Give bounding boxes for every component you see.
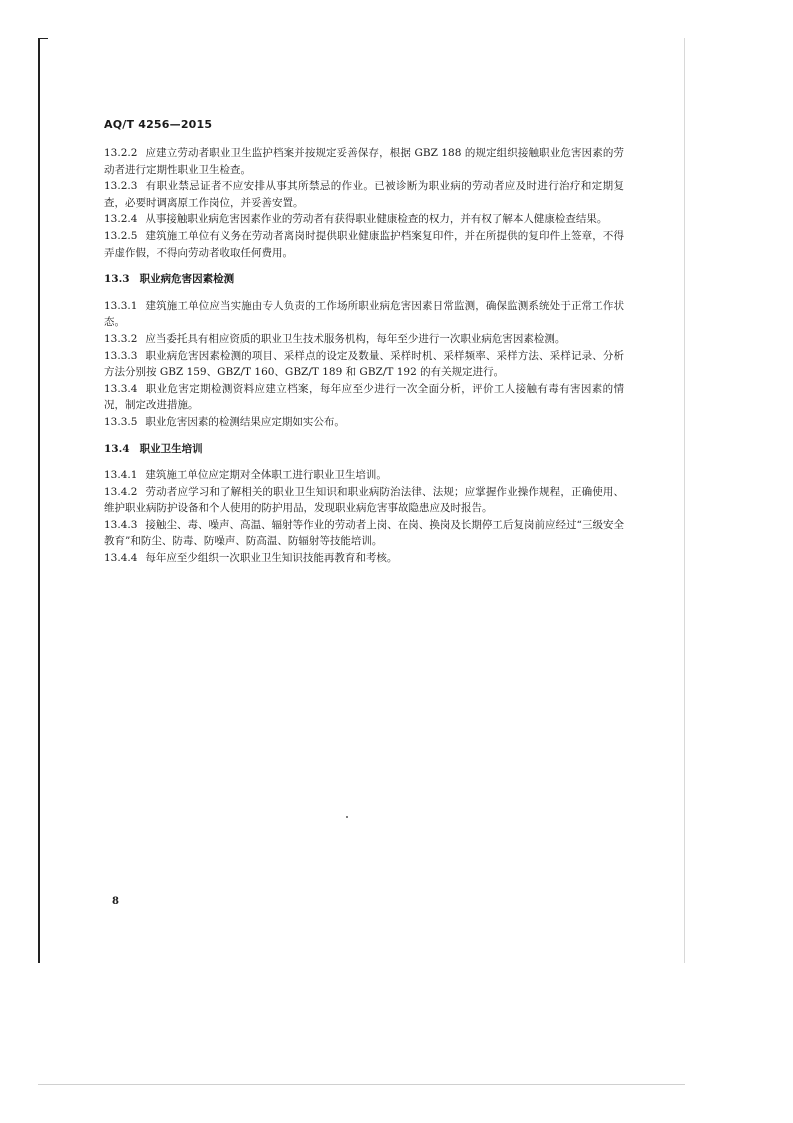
- clause-number: 13.4.1: [104, 469, 138, 482]
- clause-paragraph: [104, 348, 624, 381]
- clause-text: 从事接触职业病危害因素作业的劳动者有获得职业健康检查的权力，并有权了解本人健康检查结果。: [145, 213, 608, 226]
- section-heading: [104, 271, 624, 288]
- clause-number: 13.4.3: [104, 518, 138, 531]
- clause-text: 劳动者应学习和了解相关的职业卫生知识和职业病防治法律、法规；应掌握作业操作规程，正确使用、维护职业病防护设备和个人使用的防护用品，发现职业病危害事故隐患应及时报告。: [104, 485, 624, 515]
- scan-border-bottom: [38, 1084, 685, 1085]
- clause-paragraph: [104, 298, 624, 331]
- section-number: 13.4: [104, 442, 130, 455]
- clause-paragraph: [104, 228, 624, 261]
- clause-number: 13.3.4: [104, 382, 138, 395]
- clause-paragraph: [104, 145, 624, 178]
- clause-paragraph: [104, 484, 624, 517]
- scan-border-right: [684, 38, 685, 963]
- clause-paragraph: [104, 467, 624, 484]
- section-title: 职业卫生培训: [139, 442, 203, 455]
- clause-number: 13.3.3: [104, 349, 138, 362]
- clause-paragraph: [104, 517, 624, 550]
- scan-border-left: [38, 38, 40, 963]
- clause-number: 13.2.2: [104, 147, 138, 159]
- standard-code-header: AQ/T 4256—2015: [104, 118, 213, 131]
- section-number: 13.3: [104, 273, 130, 286]
- clause-paragraph: [104, 414, 624, 431]
- scan-speck: [346, 816, 348, 818]
- clause-number: 13.3.5: [104, 415, 138, 428]
- clause-paragraph: [104, 331, 624, 348]
- clause-number: 13.3.2: [104, 332, 138, 345]
- clause-number: 13.2.4: [104, 213, 138, 226]
- clause-text: 职业病危害因素检测的项目、采样点的设定及数量、采样时机、采样频率、采样方法、采样记录、分析方法分别按 GBZ 159、GBZ/T 160、GBZ/T 189 和 GBZ/T 192 的有关规定进行。: [104, 349, 624, 379]
- section-heading: [104, 441, 624, 458]
- clause-text: 建筑施工单位有义务在劳动者离岗时提供职业健康监护档案复印件，并在所提供的复印件上签章，不得弄虚作假，不得向劳动者收取任何费用。: [104, 229, 624, 259]
- clause-paragraph: [104, 550, 624, 567]
- page-number: 8: [112, 896, 119, 907]
- clause-paragraph: [104, 178, 624, 211]
- clause-text: 建筑施工单位应定期对全体职工进行职业卫生培训。: [145, 469, 387, 482]
- clause-text: 职业危害定期检测资料应建立档案，每年应至少进行一次全面分析，评价工人接触有毒有害因素的情况，制定改进措施。: [104, 382, 624, 412]
- clause-text: 有职业禁忌证者不应安排从事其所禁忌的作业。已被诊断为职业病的劳动者应及时进行治疗和定期复查，必要时调离原工作岗位，并妥善安置。: [104, 180, 624, 209]
- clause-text: 建筑施工单位应当实施由专人负责的工作场所职业病危害因素日常监测，确保监测系统处于正常工作状态。: [104, 299, 624, 329]
- scan-corner-mark: [38, 38, 48, 39]
- clause-number: 13.4.2: [104, 485, 138, 498]
- clause-paragraph: [104, 381, 624, 414]
- clause-number: 13.2.3: [104, 180, 138, 193]
- clause-number: 13.4.4: [104, 552, 138, 565]
- clause-number: 13.2.5: [104, 229, 138, 242]
- clause-text: 职业危害因素的检测结果应定期如实公布。: [145, 415, 345, 428]
- clause-number: 13.3.1: [104, 299, 138, 312]
- section-title: 职业病危害因素检测: [139, 273, 235, 286]
- clause-text: 应建立劳动者职业卫生监护档案并按规定妥善保存，根据 GBZ 188 的规定组织接触职业危害因素的劳动者进行定期性职业卫生检查。: [104, 147, 624, 176]
- clause-text: 每年应至少组织一次职业卫生知识技能再教育和考核。: [145, 552, 398, 565]
- clause-text: 接触尘、毒、噪声、高温、辐射等作业的劳动者上岗、在岗、换岗及长期停工后复岗前应经过“三级安全教育”和防尘、防毒、防噪声、防高温、防辐射等技能培训。: [104, 518, 624, 548]
- clause-text: 应当委托具有相应资质的职业卫生技术服务机构，每年至少进行一次职业病危害因素检测。: [145, 332, 566, 345]
- clause-paragraph: [104, 211, 624, 228]
- document-body: [104, 145, 624, 567]
